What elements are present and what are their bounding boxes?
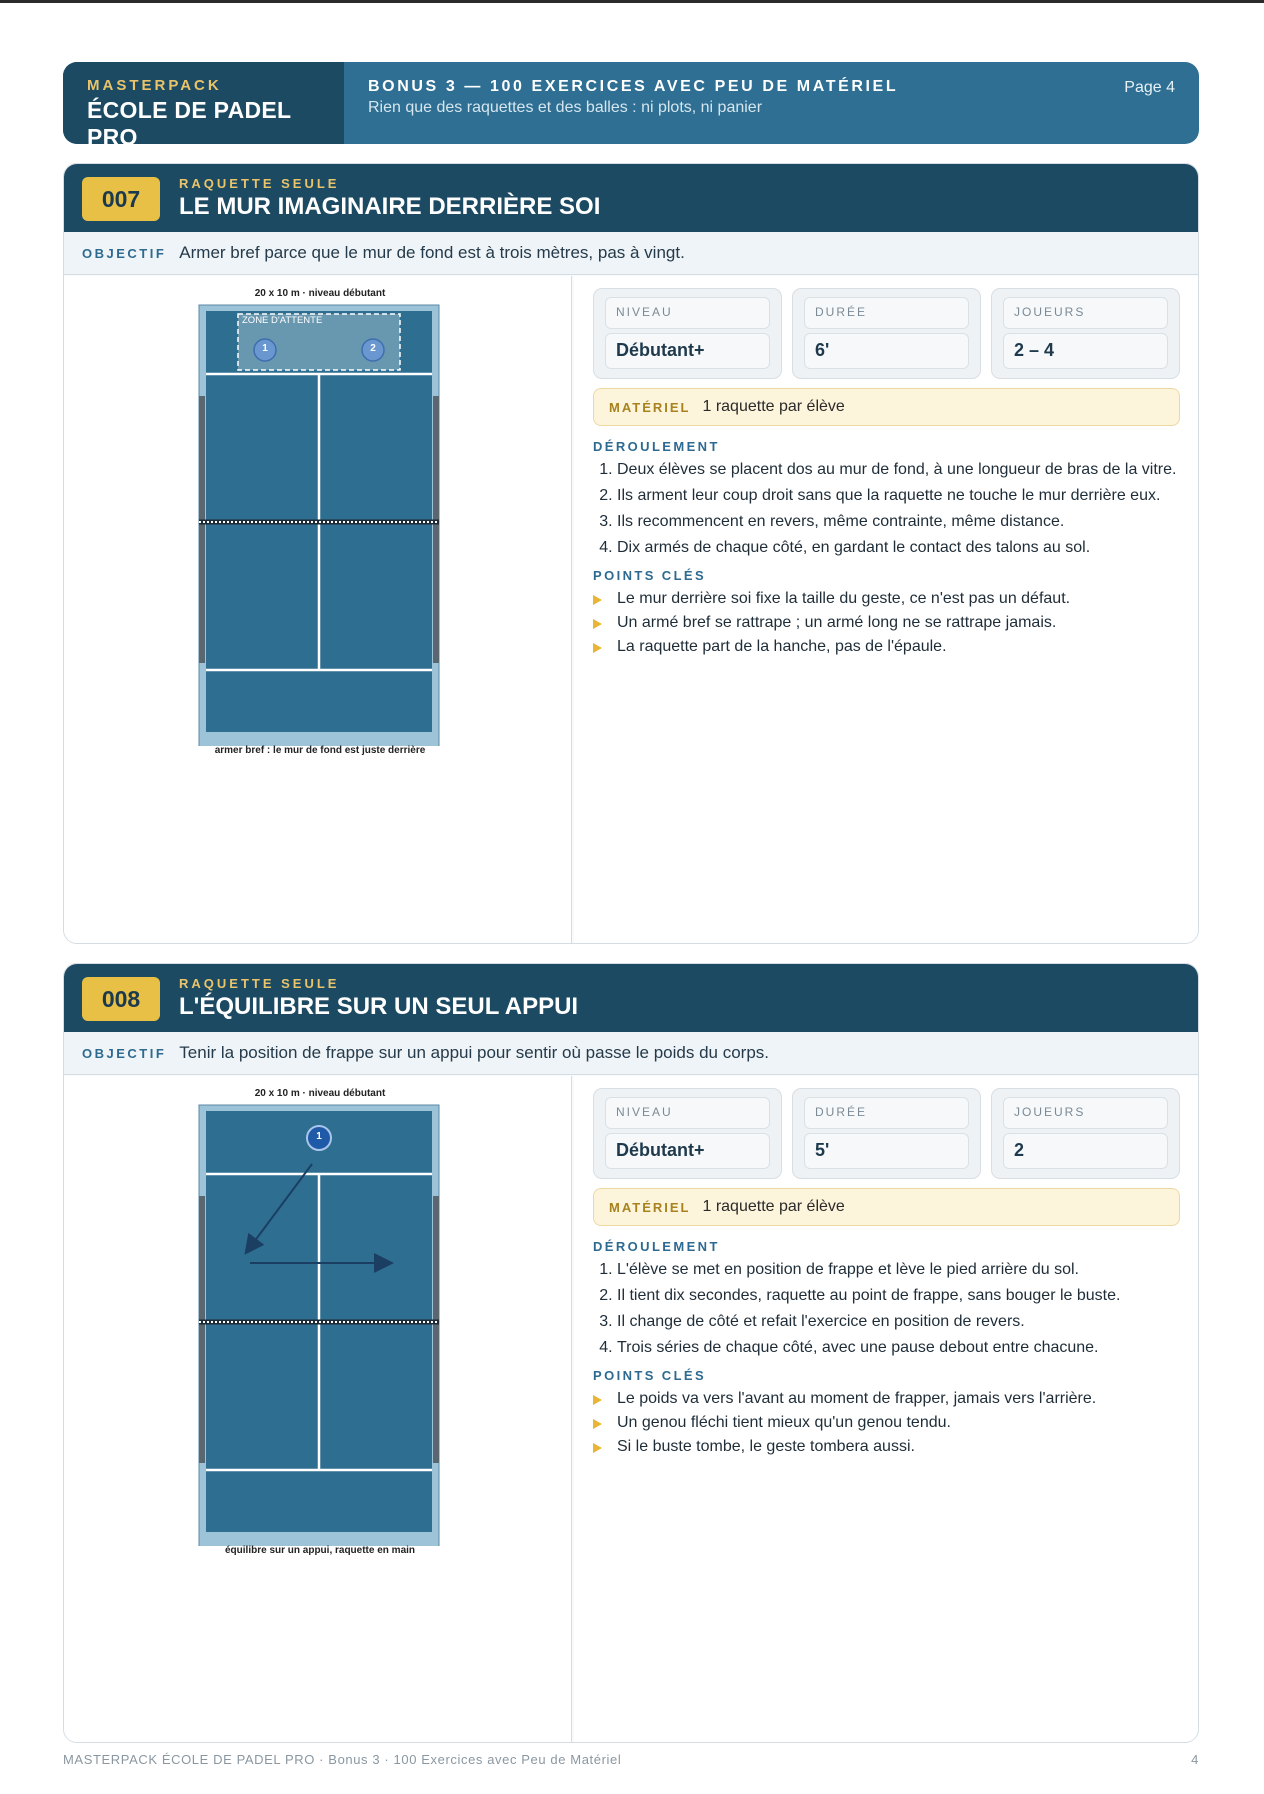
objective-bar [64, 1032, 1198, 1075]
material-label: MATÉRIEL [609, 1199, 691, 1215]
stat-value: 2 – 4 [1003, 333, 1168, 369]
stats-row [593, 1088, 1180, 1179]
top-rule [0, 0, 1264, 3]
right-wall [433, 396, 439, 663]
court-diagram [64, 1076, 572, 1546]
list-item: 2. Il tient dix secondes, raquette au point de frappe, sans bouger le buste. [617, 1283, 1180, 1309]
court-bottom-caption: armer bref : le mur de fond est juste derrière [214, 745, 426, 756]
details-panel [574, 276, 1198, 943]
exercise-header [64, 164, 1198, 232]
objective-text: Tenir la position de frappe sur un appui pour sentir où passe le poids du corps. [179, 1043, 769, 1062]
list-item: 1. Deux élèves se placent dos au mur de fond, à une longueur de bras de la vitre. [617, 457, 1180, 483]
bonus-title: BONUS 3 — 100 EXERCICES AVEC PEU DE MATÉRIEL [368, 78, 899, 95]
list-item: 1. L'élève se met en position de frappe et lève le pied arrière du sol. [617, 1257, 1180, 1283]
keys-list [593, 1387, 1180, 1459]
material-value: 1 raquette par élève [702, 398, 845, 415]
page-label: Page 4 [1124, 79, 1175, 96]
key-text: Un genou fléchi tient mieux qu'un genou tendu. [617, 1414, 951, 1431]
exercise-card [63, 963, 1199, 1743]
stat-label: JOUEURS [1003, 1097, 1168, 1129]
triangle-bullet-icon [593, 1443, 602, 1453]
material-bar [593, 388, 1180, 426]
steps-heading: DÉROULEMENT [593, 1239, 720, 1254]
stat-duration [792, 288, 981, 379]
stat-value: Débutant+ [605, 333, 770, 369]
stats-row [593, 288, 1180, 379]
court-top-caption: 20 x 10 m · niveau débutant [254, 288, 386, 299]
stat-label: DURÉE [804, 297, 969, 329]
stat-players [991, 1088, 1180, 1179]
exercise-header [64, 964, 1198, 1032]
exercise-number: 008 [82, 977, 160, 1021]
stat-value: 5' [804, 1133, 969, 1169]
list-item [593, 1387, 1180, 1411]
right-wall [433, 1196, 439, 1463]
material-value: 1 raquette par élève [702, 1198, 845, 1215]
footer-page-number: 4 [1191, 1752, 1199, 1767]
key-text: Le poids va vers l'avant au moment de frapper, jamais vers l'arrière. [617, 1390, 1097, 1407]
court-panel [64, 276, 572, 943]
steps-list [593, 1257, 1180, 1361]
court-diagram [64, 276, 572, 746]
zone-label: ZONE D'ATTENTE [242, 315, 323, 326]
triangle-bullet-icon [593, 643, 602, 653]
court-panel [64, 1076, 572, 1742]
steps-heading: DÉROULEMENT [593, 439, 720, 454]
material-label: MATÉRIEL [609, 399, 691, 415]
stat-value: 2 [1003, 1133, 1168, 1169]
bonus-block [344, 62, 1199, 144]
list-item: 3. Il change de côté et refait l'exercice en position de revers. [617, 1309, 1180, 1335]
left-wall [199, 396, 205, 663]
keys-heading: POINTS CLÉS [593, 1368, 707, 1383]
key-text: Un armé bref se rattrape ; un armé long ne se rattrape jamais. [617, 614, 1057, 631]
stat-duration [792, 1088, 981, 1179]
player-1-label: 1 [262, 343, 268, 354]
steps-list [593, 457, 1180, 561]
triangle-bullet-icon [593, 595, 602, 605]
court-top-caption: 20 x 10 m · niveau débutant [254, 1088, 386, 1099]
left-wall [199, 1196, 205, 1463]
objective-text: Armer bref parce que le mur de fond est à trois mètres, pas à vingt. [179, 243, 685, 262]
exercise-category: RAQUETTE SEULE [179, 176, 340, 191]
keys-list [593, 587, 1180, 659]
list-item: 4. Trois séries de chaque côté, avec une pause debout entre chacune. [617, 1335, 1180, 1361]
objective-label: OBJECTIF [82, 245, 167, 261]
player-1-label: 1 [316, 1131, 322, 1142]
page-footer [63, 1752, 1199, 1767]
player-2-label: 2 [370, 343, 376, 354]
brand-block [63, 62, 344, 144]
stat-level [593, 1088, 782, 1179]
stat-value: 6' [804, 333, 969, 369]
key-text: Le mur derrière soi fixe la taille du geste, ce n'est pas un défaut. [617, 590, 1071, 607]
list-item [593, 635, 1180, 659]
exercise-title: L'ÉQUILIBRE SUR UN SEUL APPUI [179, 993, 579, 1020]
objective-label: OBJECTIF [82, 1045, 167, 1061]
stat-players [991, 288, 1180, 379]
list-item [593, 1411, 1180, 1435]
court-bottom-caption: équilibre sur un appui, raquette en main [224, 1545, 416, 1556]
list-item: 2. Ils arment leur coup droit sans que la raquette ne touche le mur derrière eux. [617, 483, 1180, 509]
details-panel [574, 1076, 1198, 1742]
exercise-title: LE MUR IMAGINAIRE DERRIÈRE SOI [179, 193, 601, 220]
keys-heading: POINTS CLÉS [593, 568, 707, 583]
triangle-bullet-icon [593, 1419, 602, 1429]
page-header [63, 62, 1199, 144]
stat-level [593, 288, 782, 379]
stat-label: JOUEURS [1003, 297, 1168, 329]
stat-value: Débutant+ [605, 1133, 770, 1169]
footer-text: MASTERPACK ÉCOLE DE PADEL PRO · Bonus 3 · 100 Exercices avec Peu de Matériel [63, 1752, 622, 1767]
exercise-category: RAQUETTE SEULE [179, 976, 340, 991]
objective-bar [64, 232, 1198, 275]
triangle-bullet-icon [593, 1395, 602, 1405]
bonus-subtitle: Rien que des raquettes et des balles : ni plots, ni panier [368, 99, 763, 116]
stat-label: NIVEAU [605, 1097, 770, 1129]
exercise-card [63, 163, 1199, 944]
exercise-number: 007 [82, 177, 160, 221]
list-item: 3. Ils recommencent en revers, même contrainte, même distance. [617, 509, 1180, 535]
stat-label: DURÉE [804, 1097, 969, 1129]
list-item [593, 587, 1180, 611]
brand-kicker: MASTERPACK [87, 77, 222, 94]
list-item [593, 1435, 1180, 1459]
list-item [593, 611, 1180, 635]
brand-name: ÉCOLE DE PADEL PRO [87, 97, 291, 144]
triangle-bullet-icon [593, 619, 602, 629]
key-text: La raquette part de la hanche, pas de l'épaule. [617, 638, 947, 655]
list-item: 4. Dix armés de chaque côté, en gardant le contact des talons au sol. [617, 535, 1180, 561]
key-text: Si le buste tombe, le geste tombera aussi. [617, 1438, 915, 1455]
stat-label: NIVEAU [605, 297, 770, 329]
material-bar [593, 1188, 1180, 1226]
